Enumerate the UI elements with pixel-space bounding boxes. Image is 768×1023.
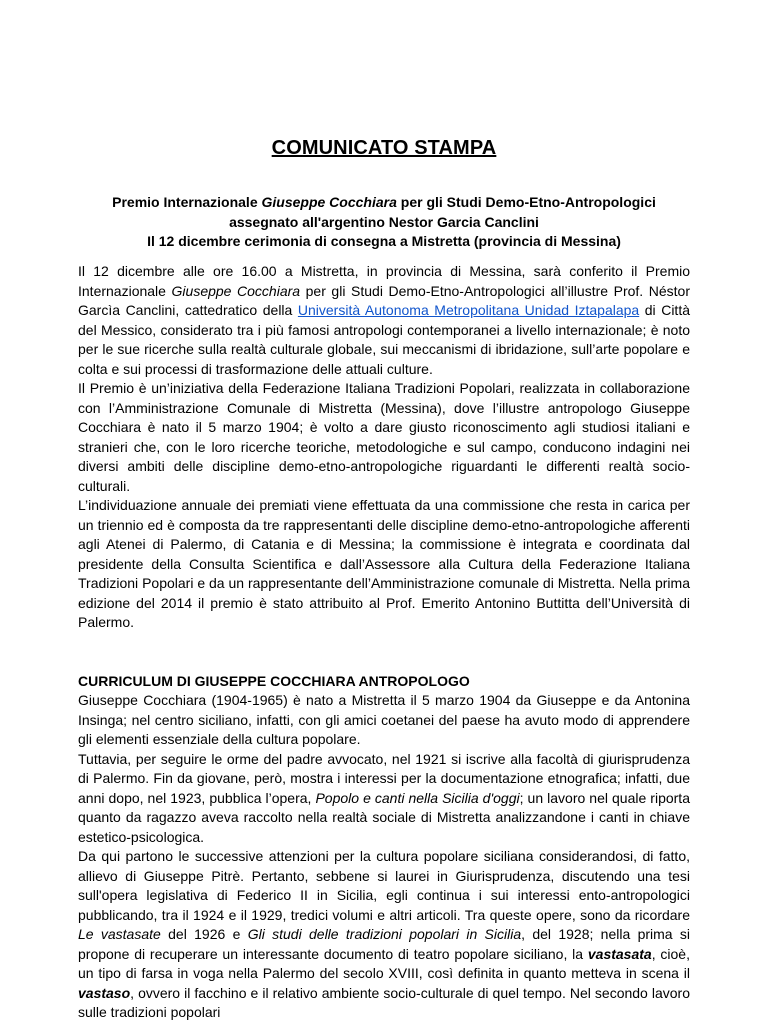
subtitle-text: Premio Internazionale bbox=[112, 194, 262, 210]
document-subtitle bbox=[78, 193, 690, 252]
subtitle-italic-name: Giuseppe Cocchiara bbox=[261, 194, 397, 210]
paragraph-italic: Giuseppe Cocchiara bbox=[171, 282, 301, 299]
paragraph-1 bbox=[78, 262, 690, 379]
section-gap bbox=[78, 633, 690, 653]
paragraph-5 bbox=[78, 750, 690, 848]
paragraph-bold-italic: vastasata bbox=[587, 945, 652, 962]
paragraph-4: Giuseppe Cocchiara (1904-1965) è nato a Mistretta il 5 marzo 1904 da Giuseppe e da Antonina Insinga; nel centro siciliano, infatti, con gli amici coetanei del paese ha avuto modo di apprendere gli elementi essenziale della cultura popolare. bbox=[78, 692, 690, 747]
section-gap bbox=[78, 652, 690, 672]
paragraph-italic: Le vastasate bbox=[78, 926, 161, 942]
section-title: CURRICULUM DI GIUSEPPE COCCHIARA ANTROPOLOGO bbox=[78, 672, 470, 689]
paragraph-text: Da qui partono le successive attenzioni per la cultura popolare siciliana considerandosi, di fatto, allievo di Giuseppe Pitrè. Pertanto, sebbene si laurei in Giurisprudenza, discutendo una tesi sull'opera legislativa di Federico II in Sicilia, egli continua i sui interessi ento-antropologici pubblicando, tra il 1924 e il 1929, tredici volumi e altri articoli. Tra queste opere, sono da ricordare bbox=[78, 848, 690, 923]
subtitle-text: per gli Studi Demo-Etno-Antropologici bbox=[396, 194, 656, 210]
subtitle-line-1 bbox=[78, 193, 690, 213]
paragraph-text: ; un lavoro nel quale riporta quanto da ragazzo aveva raccolto nella realtà sociale di Mistretta analizzandone i canti in chiave estetico-psicologica. bbox=[78, 789, 690, 845]
paragraph-2: Il Premio è un’iniziativa della Federazione Italiana Tradizioni Popolari, realizzata in collaborazione con l’Amministrazione Comunale di Mistretta (Messina), dove l’illustre antropologo Giuseppe Cocchiara è nato il 5 marzo 1904; è volto a dare giusto riconoscimento agli studiosi italiani e stranieri che, con le loro ricerche teoriche, metodologiche e sul campo, conducono indagini nei diversi ambiti delle discipline demo-etno-antropologiche riguardanti le differenti realtà socio-culturali. bbox=[78, 380, 690, 494]
paragraph-bold-italic: vastaso bbox=[78, 984, 131, 1001]
university-link[interactable]: Università Autonoma Metropolitana Unidad Iztapalapa bbox=[297, 302, 640, 318]
paragraph-6 bbox=[78, 847, 690, 1023]
subtitle-line-3: Il 12 dicembre cerimonia di consegna a Mistretta (provincia di Messina) bbox=[147, 233, 621, 249]
paragraph-italic: Gli studi delle tradizioni popolari in Sicilia bbox=[247, 926, 522, 942]
paragraph-3: L’individuazione annuale dei premiati viene effettuata da una commissione che resta in carica per un triennio ed è composta da tre rappresentanti delle discipline demo-etno-antropologiche afferenti agli Atenei di Palermo, di Catania e di Messina; la commissione è integrata e coordinata dal presidente della Consulta Scientifica e dall’Assessore alla Cultura della Federazione Italiana Tradizioni Popolari e da un rappresentante dell’Amministrazione comunale di Mistretta. Nella prima edizione del 2014 il premio è stato attribuito al Prof. Emerito Antonino Buttitta dell’Università di Palermo. bbox=[78, 497, 690, 630]
paragraph-text: di Città del Messico, considerato tra i più famosi antropologi contemporanei a livello internazionale; è noto per le sue ricerche sulla realtà culturale globale, sui meccanismi di ibridazione, sull’arte popolare e colta e sui processi di trasformazione delle attuali culture. bbox=[78, 302, 690, 377]
paragraph-text: , cioè, un tipo di farsa in voga nella Palermo del secolo XVIII, così definita in quanto metteva in scena il bbox=[78, 945, 690, 981]
document-title: COMUNICATO STAMPA bbox=[271, 137, 497, 159]
paragraph-text: , ovvero il facchino e il relativo ambiente socio-culturale di quel tempo. Nel secondo lavoro sulle tradizioni popolari bbox=[78, 984, 690, 1020]
paragraph-text: del 1926 e bbox=[160, 926, 248, 942]
paragraph-text: Il 12 dicembre alle ore 16.00 a Mistretta, in provincia di Messina, sarà conferito il Premio Internazionale bbox=[78, 263, 690, 299]
paragraph-text: per gli Studi Demo-Etno-Antropologici all’illustre Prof. Néstor Garcìa Canclini, cattedratico della bbox=[78, 282, 690, 318]
paragraph-text: Tuttavia, per seguire le orme del padre avvocato, nel 1921 si iscrive alla facoltà di giurisprudenza di Palermo. Fin da giovane, però, mostra i interessi per la documentazione etnografica; infatti, due anni dopo, nel 1923, pubblica l’opera, bbox=[78, 750, 690, 806]
subtitle-line-2: assegnato all'argentino Nestor Garcia Canclini bbox=[229, 213, 539, 230]
paragraph-italic: Popolo e canti nella Sicilia d'oggi bbox=[315, 789, 520, 806]
document-body bbox=[78, 262, 690, 1023]
paragraph-text: , del 1928; nella prima si propone di recuperare un interessante documento di teatro popolare siciliano, la bbox=[78, 926, 691, 962]
